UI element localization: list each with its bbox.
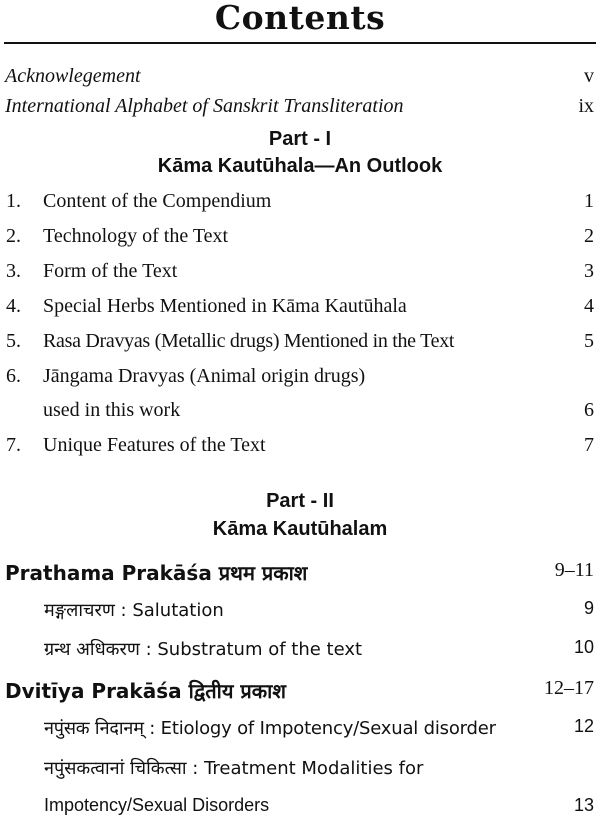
entry-page: 6 — [584, 399, 594, 421]
entry-label: नपुंसकत्वानां चिकित्सा : Treatment Modalities for — [44, 758, 424, 779]
title-rule — [4, 42, 596, 44]
entry-label: Form of the Text — [43, 260, 178, 282]
entry-label: International Alphabet of Sanskrit Transliteration — [5, 95, 404, 117]
entry-label: Content of the Compendium — [43, 190, 272, 212]
entry-label: मङ्गलाचरण : Salutation — [44, 600, 224, 621]
entry-page: 4 — [584, 295, 594, 317]
entry-number: 5. — [6, 330, 21, 352]
entry-page: 7 — [584, 434, 594, 456]
entry-page: 12 — [573, 716, 594, 736]
part-subtitle: Kāma Kautūhala—An Outlook — [157, 155, 443, 177]
part-subtitle: Kāma Kautūhalam — [212, 518, 388, 540]
part-heading: Part - I — [268, 128, 332, 150]
entry-page: 9 — [583, 598, 594, 618]
entry-label: Special Herbs Mentioned in Kāma Kautūhala — [43, 295, 407, 317]
entry-page: 3 — [584, 260, 594, 282]
entry-label: Acknowlegement — [5, 65, 141, 87]
page-title: Contents — [214, 0, 386, 37]
entry-page: ix — [578, 95, 594, 117]
entry-label: Impotency/Sexual Disorders — [44, 795, 270, 815]
section-title: Prathama Prakāśa प्रथम प्रकाश — [5, 561, 308, 585]
entry-label: Rasa Dravyas (Metallic drugs) Mentioned in the Text — [43, 330, 455, 352]
entry-number: 3. — [6, 260, 21, 282]
entry-page: 1 — [584, 190, 594, 212]
entry-number: 1. — [6, 190, 21, 212]
entry-label: Technology of the Text — [43, 225, 229, 247]
entry-page: v — [584, 65, 594, 87]
section-pages: 9–11 — [554, 559, 594, 581]
entry-label: ग्रन्थ अधिकरण : Substratum of the text — [44, 639, 363, 660]
entry-label: used in this work — [43, 399, 181, 421]
entry-page: 2 — [584, 225, 594, 247]
entry-number: 2. — [6, 225, 21, 247]
entry-page: 13 — [573, 795, 594, 815]
entry-label: Jāngama Dravyas (Animal origin drugs) — [43, 365, 366, 387]
section-pages: 12–17 — [544, 677, 594, 699]
entry-page: 10 — [573, 637, 594, 657]
entry-number: 7. — [6, 434, 21, 456]
entry-label: नपुंसक निदानम् : Etiology of Impotency/Sexual disorder — [44, 718, 496, 739]
entry-page: 5 — [584, 330, 594, 352]
part-heading: Part - II — [266, 490, 334, 512]
entry-number: 6. — [6, 365, 21, 387]
entry-label: Unique Features of the Text — [43, 434, 266, 456]
entry-number: 4. — [6, 295, 21, 317]
section-title: Dvitīya Prakāśa द्वितीय प्रकाश — [5, 679, 286, 703]
